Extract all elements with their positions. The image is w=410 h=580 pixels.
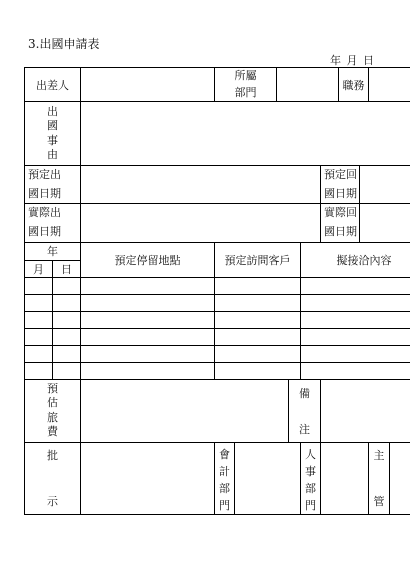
stay-location-cell[interactable] xyxy=(81,345,215,362)
stay-location-cell[interactable] xyxy=(81,362,215,379)
actual-departure-label: 實際出 國日期 xyxy=(25,204,81,242)
traveler-label: 出差人 xyxy=(25,68,81,102)
visit-client-header: 預定訪問客戶 xyxy=(215,242,301,277)
hr-field[interactable] xyxy=(321,442,369,514)
contact-content-cell[interactable] xyxy=(301,294,410,311)
approval-label-top: 批 xyxy=(47,449,58,463)
approval-label-cell xyxy=(25,442,81,514)
schedule-row xyxy=(25,345,410,362)
visit-client-cell[interactable] xyxy=(215,345,301,362)
planned-departure-field[interactable] xyxy=(81,166,321,204)
supervisor-field[interactable] xyxy=(390,442,410,514)
stay-location-cell[interactable] xyxy=(81,294,215,311)
day-cell[interactable] xyxy=(53,277,81,294)
supervisor-label-cell xyxy=(369,442,390,514)
approval-field[interactable] xyxy=(81,442,215,514)
position-label: 職務 xyxy=(339,68,369,102)
reason-field[interactable] xyxy=(81,102,410,166)
day-cell[interactable] xyxy=(53,345,81,362)
contact-content-cell[interactable] xyxy=(301,311,410,328)
contact-content-cell[interactable] xyxy=(301,277,410,294)
department-field[interactable] xyxy=(277,68,339,102)
approval-label-bottom: 示 xyxy=(47,495,58,509)
contact-content-cell[interactable] xyxy=(301,328,410,345)
accounting-label-cell xyxy=(215,442,235,514)
expense-field[interactable] xyxy=(81,379,289,442)
visit-client-cell[interactable] xyxy=(215,294,301,311)
month-label: 月 xyxy=(25,260,53,277)
accounting-field[interactable] xyxy=(235,442,301,514)
schedule-row xyxy=(25,362,410,379)
date-line: 年 月 日 xyxy=(330,54,375,67)
contact-content-cell[interactable] xyxy=(301,362,410,379)
actual-departure-field[interactable] xyxy=(81,204,321,242)
department-label: 所屬 部門 xyxy=(215,68,277,102)
supervisor-label-bottom: 管 xyxy=(373,495,385,509)
hr-label: 人事部門 xyxy=(305,447,317,512)
form-title: 3.出國申請表 xyxy=(28,37,100,51)
month-cell[interactable] xyxy=(25,345,53,362)
schedule-row xyxy=(25,311,410,328)
hr-label-cell xyxy=(301,442,321,514)
month-cell[interactable] xyxy=(25,311,53,328)
planned-departure-label: 預定出 國日期 xyxy=(25,166,81,204)
note-label-cell xyxy=(289,379,321,442)
stay-location-cell[interactable] xyxy=(81,328,215,345)
day-cell[interactable] xyxy=(53,311,81,328)
day-cell[interactable] xyxy=(53,328,81,345)
note-label-bottom: 注 xyxy=(299,422,311,436)
month-cell[interactable] xyxy=(25,294,53,311)
reason-label-cell xyxy=(25,102,81,166)
schedule-row xyxy=(25,277,410,294)
visit-client-cell[interactable] xyxy=(215,277,301,294)
stay-location-cell[interactable] xyxy=(81,277,215,294)
expense-label-cell xyxy=(25,379,81,442)
day-label: 日 xyxy=(53,260,81,277)
expense-label: 預估旅費 xyxy=(47,382,58,439)
reason-label: 出國事由 xyxy=(47,104,58,161)
month-cell[interactable] xyxy=(25,362,53,379)
traveler-field[interactable] xyxy=(81,68,215,102)
contact-content-header: 擬接洽內容 xyxy=(301,242,410,277)
stay-location-cell[interactable] xyxy=(81,311,215,328)
supervisor-label-top: 主 xyxy=(373,449,385,463)
accounting-label: 會計部門 xyxy=(219,447,231,512)
visit-client-cell[interactable] xyxy=(215,362,301,379)
schedule-row xyxy=(25,294,410,311)
stay-location-header: 預定停留地點 xyxy=(81,242,215,277)
day-cell[interactable] xyxy=(53,294,81,311)
month-cell[interactable] xyxy=(25,277,53,294)
note-field[interactable] xyxy=(321,379,410,442)
visit-client-cell[interactable] xyxy=(215,328,301,345)
note-label-top: 備 xyxy=(299,386,311,400)
application-form-table xyxy=(24,67,410,515)
actual-return-field[interactable] xyxy=(360,204,410,242)
year-label: 年 xyxy=(25,242,81,260)
month-cell[interactable] xyxy=(25,328,53,345)
actual-return-label: 實際回 國日期 xyxy=(321,204,360,242)
position-field[interactable] xyxy=(369,68,410,102)
schedule-row xyxy=(25,328,410,345)
visit-client-cell[interactable] xyxy=(215,311,301,328)
day-cell[interactable] xyxy=(53,362,81,379)
contact-content-cell[interactable] xyxy=(301,345,410,362)
planned-return-label: 預定回 國日期 xyxy=(321,166,360,204)
planned-return-field[interactable] xyxy=(360,166,410,204)
